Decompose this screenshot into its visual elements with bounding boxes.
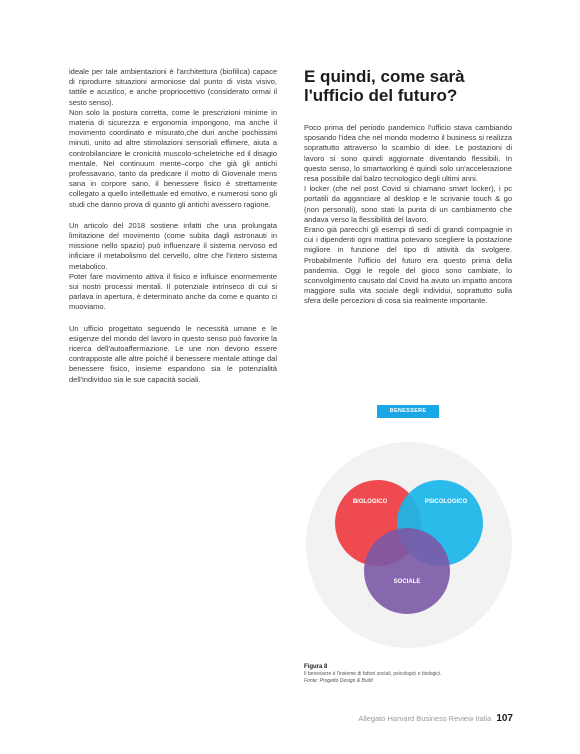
body-paragraph: I locker (che nel post Covid si chiamano smart locker), i pc portatili da agganciare al desktop e le scrivanie touch & go (non personali), sono stati la punta di un cambiamento che andava verso la flessibilità del lavoro. xyxy=(304,184,512,224)
sociale-circle xyxy=(364,528,450,614)
body-paragraph: Erano già parecchi gli esempi di sedi di grandi compagnie in cui i dipendenti ogni mattina potevano scegliere la postazione migliore in funzione del tipo di attività da svolgere. Probabilmente l'ufficio del futuro era questo prima della pandemia. Oggi le regole del gioco sono cambiate, lo sconvolgimento causato dal Covid ha avuto un impatto ancora maggiore sulla vita sociale degli individui, soprattutto sulla sfera delle percezioni di cosa sia realmente importante. xyxy=(304,225,512,306)
wellbeing-venn-diagram xyxy=(304,405,512,655)
caption-title: Figura 8 xyxy=(304,664,328,670)
figure-caption xyxy=(304,663,512,685)
body-paragraph: Un ufficio progettato seguendo le necessità umane e le esigenze del mondo del lavoro in questo senso può favorire la ricerca dell'autoaffermazione. Le une non devono essere contrapposte alle altre poiché il benessere mentale attinge dal benessere fisico, insieme espandono sia le potenzialità dell'individuo sia le sue capacità sociali. xyxy=(69,323,277,384)
body-paragraph: Un articolo del 2018 sostiene infatti che una prolungata limitazione del movimento (come subita dagli astronauti in missione nello spazio) può influenzare il sistema nervoso ed inficiare il metabolismo del cervello, oltre che l'intero sistema metabolico. xyxy=(69,220,277,271)
benessere-badge: BENESSERE xyxy=(377,405,439,418)
psicologico-label: PSICOLOGICO xyxy=(424,499,468,505)
sociale-label: SOCIALE xyxy=(393,579,421,585)
caption-source: Fonte: Progetto Design & Build xyxy=(304,677,373,684)
left-column xyxy=(69,67,277,385)
right-column xyxy=(304,67,512,307)
venn-svg xyxy=(304,405,512,655)
section-heading xyxy=(304,67,512,105)
body-paragraph: Poter fare movimento attiva il fisico e influisce enormemente sui nostri processi mentali. Il potenziale intrinseco di cui si parlava in apertura, è determinato anche da come e quanto ci muoviamo. xyxy=(69,271,277,312)
caption-text: Il benessere è l'insieme di fattori sociali, psicologici e biologici. xyxy=(304,671,442,677)
heading-line: E quindi, come sarà xyxy=(304,67,465,86)
body-paragraph: Non solo la postura corretta, come le prescrizioni minime in materia di sicurezza e ergonomia impongono, ma anche il movimento coordinato e misurato,che duri anche pochissimi minuti, unito ad altre stimolazioni sensoriali effimere, aiuta a controbilanciare le cronicità muscolo-scheletriche ed il disagio mentale. Nel continuum mente–corpo che già gli antichi professavano, tanto da predicare il motto di Giovenale mens sana in corpore sano, il benessere fisico è strettamente collegato a quello intellettuale ed emotivo, e numerosi sono gli studi che danno prova di quanto gli antichi avessero ragione. xyxy=(69,107,277,209)
body-paragraph: Poco prima del periodo pandemico l'ufficio stava cambiando sposando l'idea che nel mondo moderno il business si realizza soprattutto attraverso lo scambio di idee. Le postazioni di lavoro si sono quindi aggiornate diventando flessibili. In questo senso, lo smartworking è quindi solo un'accelerazione resa possibile dal balzo tecnologico degli ultimi anni. xyxy=(304,123,512,184)
page-number: 107 xyxy=(496,713,513,724)
heading-line: l'ufficio del futuro? xyxy=(304,86,458,105)
body-paragraph: ideale per tale ambientazioni è l'architettura (biofilica) capace di riprodurre situazioni armoniose dal punto di vista visivo, tattile e acustico, e anche propriocettivo (considerato ormai il sesto senso). xyxy=(69,67,277,107)
biologico-label: BIOLOGICO xyxy=(352,499,388,505)
page-footer xyxy=(358,713,513,724)
publication-name: Allegato Harvard Business Review Italia xyxy=(358,714,492,723)
